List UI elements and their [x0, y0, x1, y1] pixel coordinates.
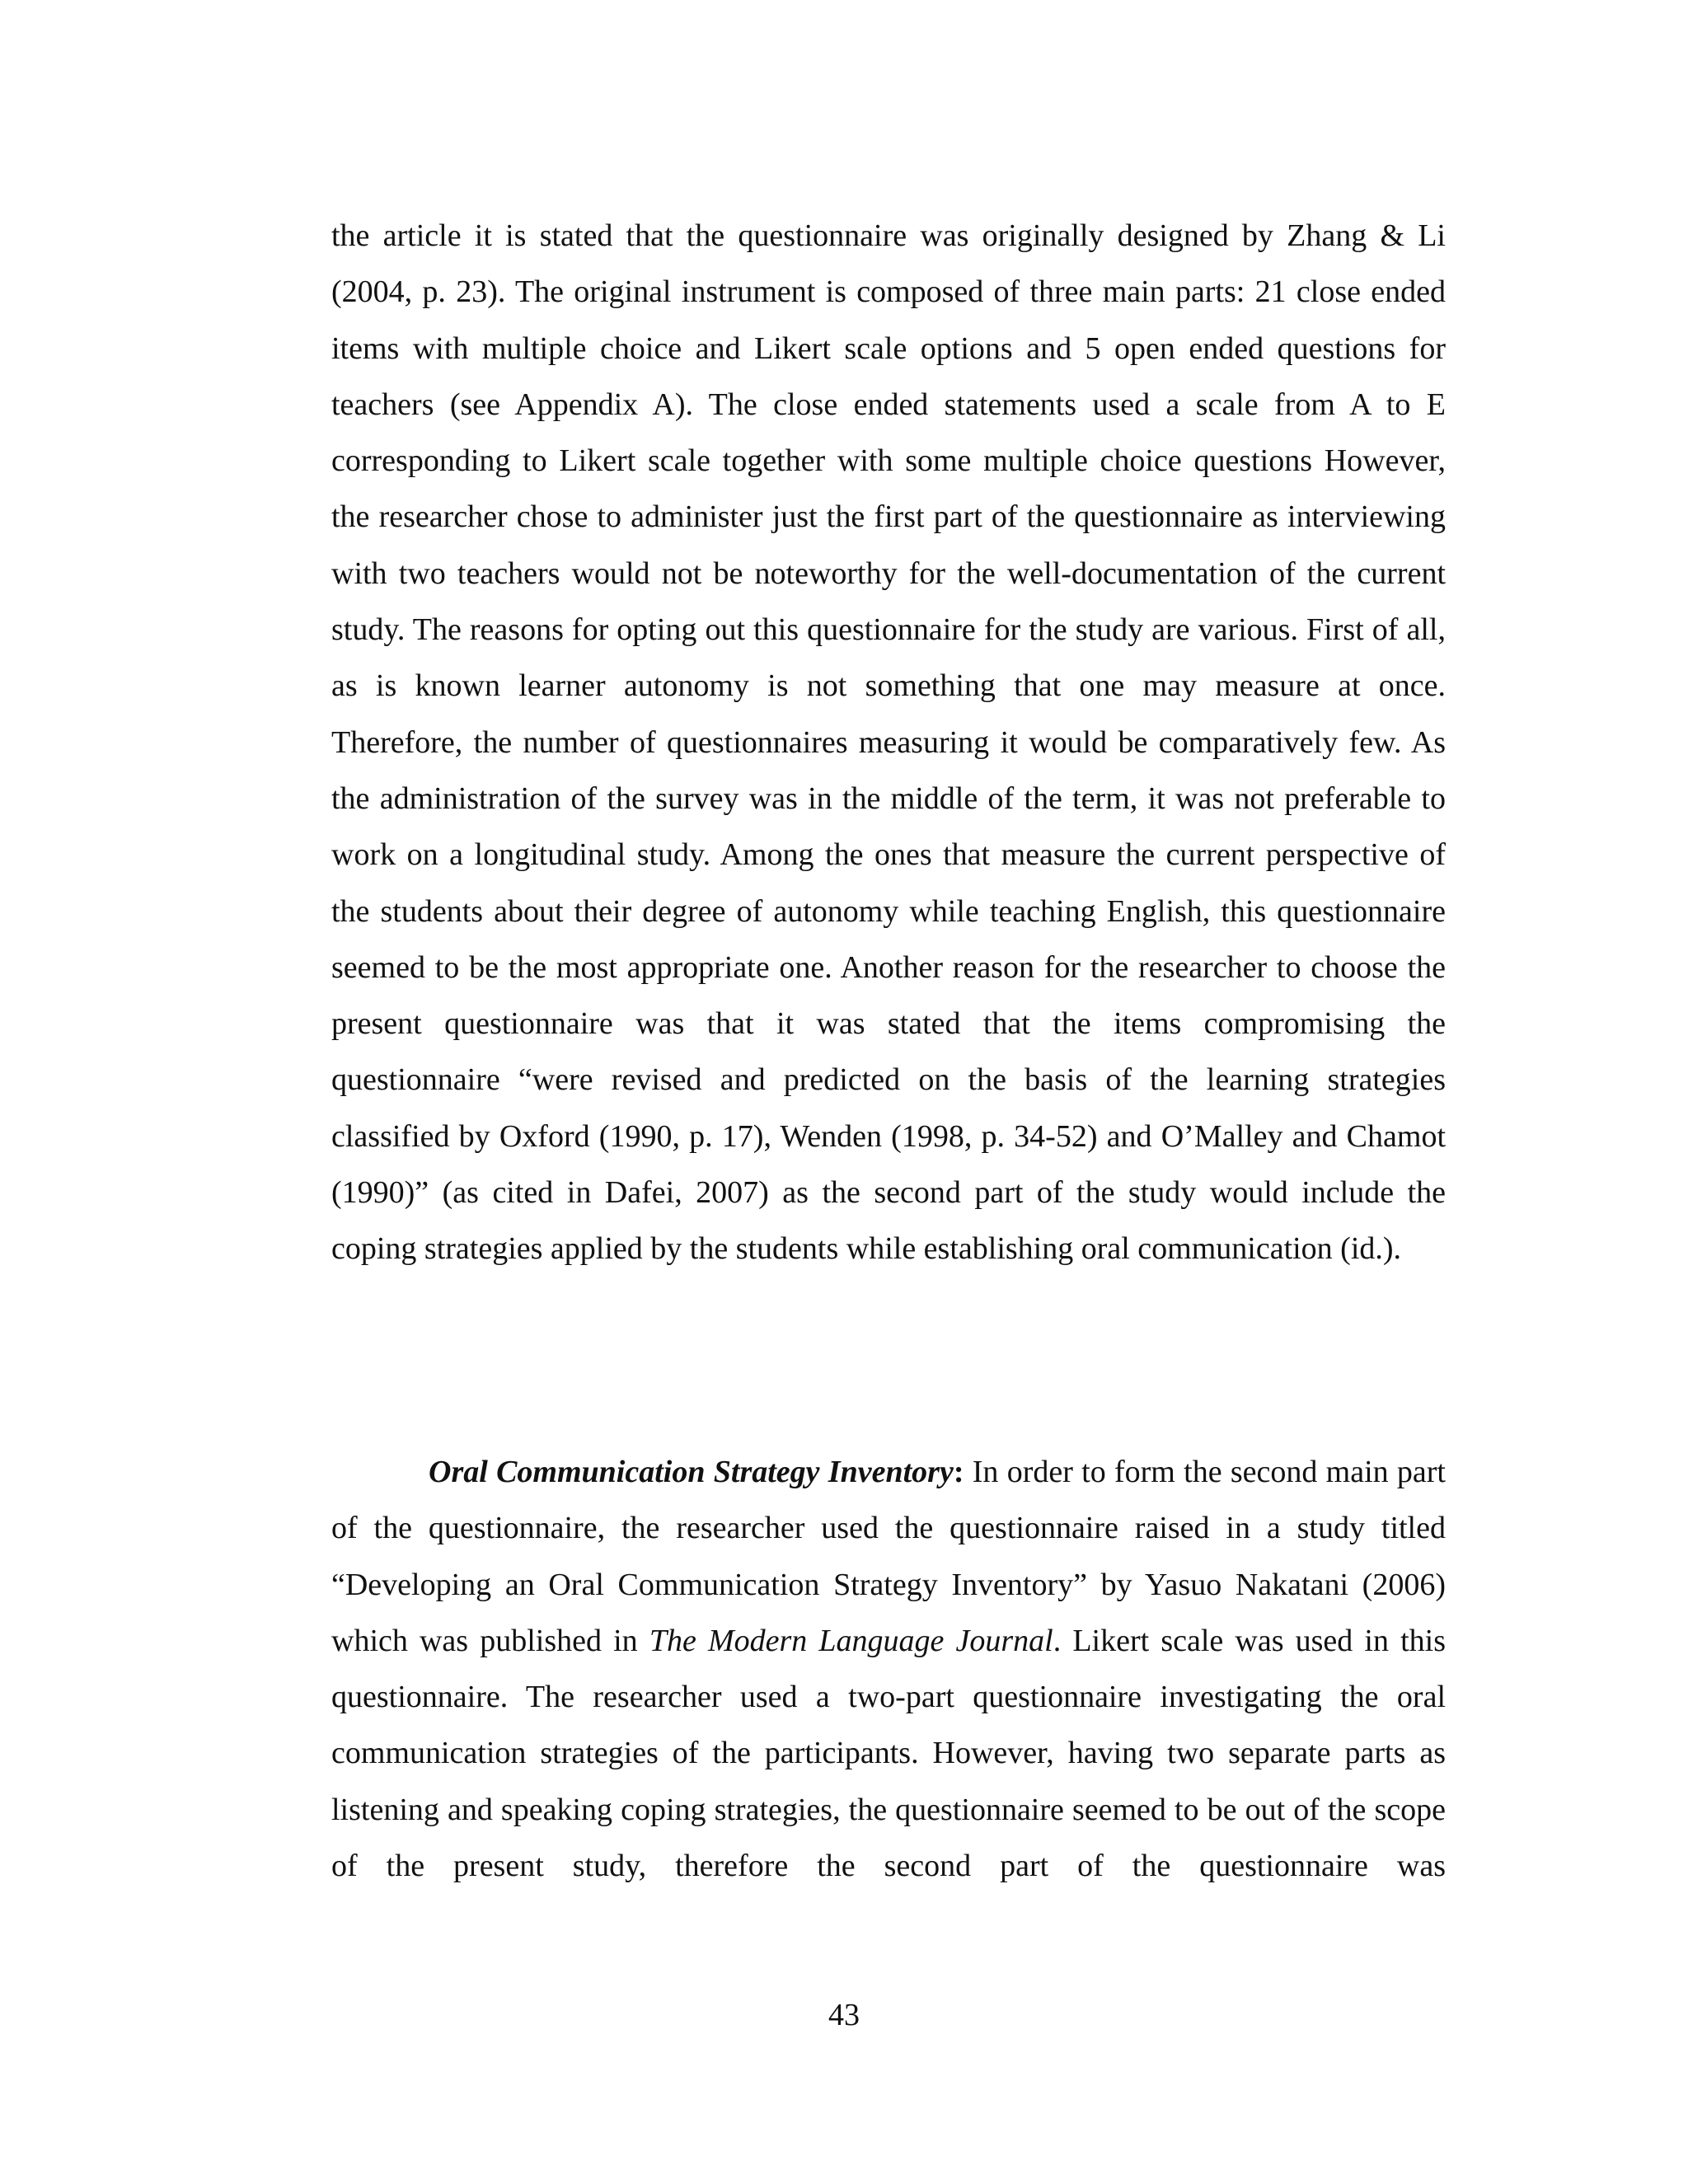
body-paragraph-oral-communication-inventory [331, 1444, 1446, 1894]
run-in-heading-colon: : [953, 1455, 964, 1489]
run-in-heading: Oral Communication Strategy Inventory [429, 1455, 954, 1489]
paragraph-text-part-1: In order to form the second main part of the questionnaire, the researcher used the questionnaire raised in a study titled “Developing an Oral Communication Strategy Inventory” by Yasuo Nakatani (2006) which was published in [331, 1455, 1446, 1658]
journal-title: The Modern Language Journal [649, 1623, 1053, 1658]
body-paragraph-questionnaire-rationale: the article it is stated that the questionnaire was originally designed by Zhang & Li (2004, p. 23). The original instrument is composed of three main parts: 21 close ended items with multiple choice and Likert scale options and 5 open ended questions for teachers (see Appendix A). The close ended statements used a scale from A to E corresponding to Likert scale together with some multiple choice questions However, the researcher chose to administer just the first part of the questionnaire as interviewing with two teachers would not be noteworthy for the well-documentation of the current study. The reasons for opting out this questionnaire for the study are various. First of all, as is known learner autonomy is not something that one may measure at once. Therefore, the number of questionnaires measuring it would be comparatively few. As the administration of the survey was in the middle of the term, it was not preferable to work on a longitudinal study. Among the ones that measure the current perspective of the students about their degree of autonomy while teaching English, this questionnaire seemed to be the most appropriate one. Another reason for the researcher to choose the present questionnaire was that it was stated that the items compromising the questionnaire “were revised and predicted on the basis of the learning strategies classified by Oxford (1990, p. 17), Wenden (1998, p. 34-52) and O’Malley and Chamot (1990)” (as cited in Dafei, 2007) as the second part of the study would include the coping strategies applied by the students while establishing oral communication (id.). [331, 218, 1446, 1267]
paragraph-text-part-2: . Likert scale was used in this questionnaire. The researcher used a two-part questionnaire investigating the oral communication strategies of the participants. However, having two separate parts as listening and speaking coping strategies, the questionnaire seemed to be out of the scope of the present study, therefore the second part of the questionnaire was [331, 1623, 1446, 1884]
page-number: 43 [828, 1998, 860, 2032]
